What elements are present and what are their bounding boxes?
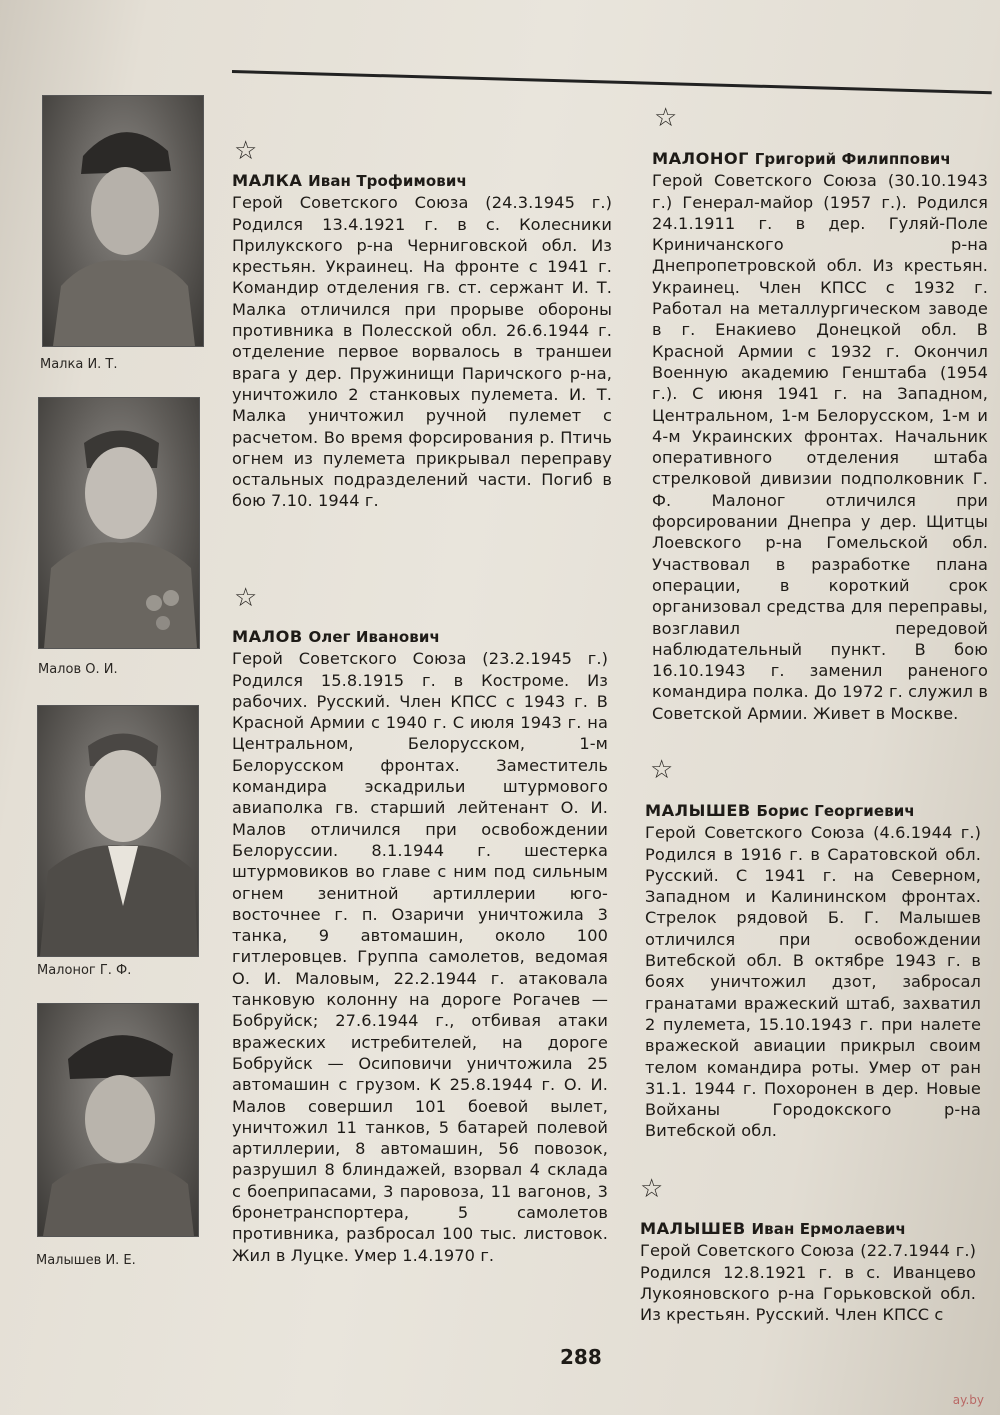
entry-malyshev-b-heading — [645, 800, 981, 822]
star-icon: ☆ — [640, 1174, 664, 1204]
entry-malonog-surname: МАЛОНОГ — [652, 149, 749, 168]
entry-malyshev-b — [645, 800, 981, 1142]
entry-malka-surname: МАЛКА — [232, 171, 303, 190]
top-rule — [232, 70, 992, 94]
entry-malyshev-b-given: Борис Георгиевич — [756, 802, 915, 820]
entry-malov-heading — [232, 626, 608, 648]
entry-malyshev-i — [640, 1218, 976, 1325]
entry-malonog-text: Герой Советского Союза (30.10.1943 г.) Генерал-майор (1957 г.). Родился 24.1.1911 г. в дер. Гуляй-Поле Криничанского р-на Днепропетровской обл. Из крестьян. Украинец. Член КПСС с 1932 г. Работал на металлургическом заводе в г. Енакиево Донецкой обл. В Красной Армии с 1932 г. Окончил Военную академию Генштаба (1954 г.). С июня 1941 г. на Западном, Центральном, 1-м Белорусском, 1-м и 4-м Украинских фронтах. Начальник оперативного отделения штаба стрелковой дивизии подполковник Г. Ф. Малоног отличился при форсировании Днепра у дер. Щитцы Лоевского р-на Гомельской обл. Участвовал в разработке плана операции, в короткий срок организовал средства для переправы, возглавил передовой наблюдательный пункт. В бою 16.10.1943 г. заменил раненого командира полка. До 1972 г. служил в Советской Армии. Живет в Москве. — [652, 171, 988, 723]
caption-malyshev-i: Малышев И. Е. — [36, 1253, 136, 1268]
page-number: 288 — [560, 1345, 602, 1369]
star-icon: ☆ — [654, 103, 678, 133]
entry-malyshev-i-surname: МАЛЫШЕВ — [640, 1219, 746, 1238]
entry-malyshev-i-text: Герой Советского Союза (22.7.1944 г.) Родился 12.8.1921 г. в с. Иванцево Лукояновского р-на Горьковской обл. Из крестьян. Русский. Член КПСС с — [640, 1241, 976, 1325]
entry-malyshev-b-text: Герой Советского Союза (4.6.1944 г.) Родился в 1916 г. в Саратовской обл. Русский. С 1941 г. на Северном, Западном и Калининском фронтах. Стрелок рядовой Б. Г. Малышев отличился при освобождении Витебской обл. В октябре 1943 г. в боях уничтожил дзот, забросал гранатами вражеский штаб, захватил 2 пулемета, 15.10.1943 г. при налете вражеской авиации прикрыл своим телом командира роты. Умер от ран 31.1. 1944 г. Похоронен в дер. Новые Войханы Городокского р-на Витебской обл. — [645, 823, 981, 1141]
star-icon: ☆ — [234, 136, 258, 166]
portrait-malka-image — [43, 96, 203, 346]
entry-malov-surname: МАЛОВ — [232, 627, 303, 646]
entry-malonog-given: Григорий Филиппович — [754, 150, 951, 168]
caption-malka: Малка И. Т. — [40, 357, 118, 372]
entry-malyshev-i-heading — [640, 1218, 976, 1240]
entry-malonog-heading — [652, 148, 988, 170]
entry-malyshev-i-given: Иван Ермолаевич — [751, 1220, 906, 1238]
entry-malka — [232, 170, 612, 512]
entry-malonog — [652, 148, 988, 724]
entry-malov-given: Олег Иванович — [308, 628, 440, 646]
watermark: ay.by — [952, 1393, 984, 1407]
portrait-malov-image — [39, 398, 199, 648]
caption-malov: Малов О. И. — [38, 662, 118, 677]
entry-malka-heading — [232, 170, 612, 192]
star-icon: ☆ — [234, 583, 258, 613]
entry-malka-text: Герой Советского Союза (24.3.1945 г.) Родился 13.4.1921 г. в с. Колесники Прилукского р-на Черниговской обл. Из крестьян. Украинец. На фронте с 1941 г. Командир отделения гв. ст. сержант И. Т. Малка отличился при прорыве обороны противника в Полесской обл. 26.6.1944 г. отделение первое ворвалось в траншеи врага у дер. Пружинищи Паричского р-на, уничтожило 2 станковых пулемета. И. Т. Малка уничтожил ручной пулемет с расчетом. Во время форсирования р. Птичь огнем из пулемета прикрывал переправу остальных подразделений части. Погиб в бою 7.10. 1944 г. — [232, 193, 612, 511]
portrait-malyshev-i-image — [38, 1004, 198, 1236]
portrait-malonog-image — [38, 706, 198, 956]
entry-malov-text: Герой Советского Союза (23.2.1945 г.) Родился 15.8.1915 г. в Костроме. Из рабочих. Русский. Член КПСС с 1943 г. В Красной Армии с 1940 г. С июля 1943 г. на Центральном, Белорусском, 1-м Белорусском фронтах. Заместитель командира эскадрильи штурмового авиаполка гв. старший лейтенант О. И. Малов отличился при освобождении Белоруссии. 8.1.1944 г. шестерка штурмовиков во главе с ним под сильным огнем зенитной артиллерии юго-восточнее г. п. Озаричи уничтожила 3 танка, 9 автомашин, около 100 гитлеровцев. Группа самолетов, ведомая О. И. Маловым, 22.2.1944 г. атаковала танковую колонну на дороге Рогачев — Бобруйск; 27.6.1944 г., отбивая атаки вражеских истребителей, на дороге Бобруйск — Осиповичи уничтожила 25 автомашин с грузом. К 25.8.1944 г. О. И. Малов совершил 101 боевой вылет, уничтожил 11 танков, 5 батарей полевой артиллерии, 8 автомашин, 56 повозок, разрушил 8 блиндажей, взорвал 4 склада с боеприпасами, 3 паровоза, 11 вагонов, 3 бронетранспортера, 5 самолетов противника, разбросал 100 тыс. листовок. Жил в Луцке. Умер 1.4.1970 г. — [232, 649, 608, 1265]
caption-malonog: Малоног Г. Ф. — [37, 963, 132, 978]
portrait-malyshev-i — [37, 1003, 199, 1237]
star-icon: ☆ — [650, 755, 674, 785]
entry-malov — [232, 626, 608, 1266]
portrait-malov — [38, 397, 200, 649]
entry-malyshev-b-surname: МАЛЫШЕВ — [645, 801, 751, 820]
entry-malka-given: Иван Трофимович — [308, 172, 467, 190]
portrait-malonog — [37, 705, 199, 957]
portrait-malka — [42, 95, 204, 347]
